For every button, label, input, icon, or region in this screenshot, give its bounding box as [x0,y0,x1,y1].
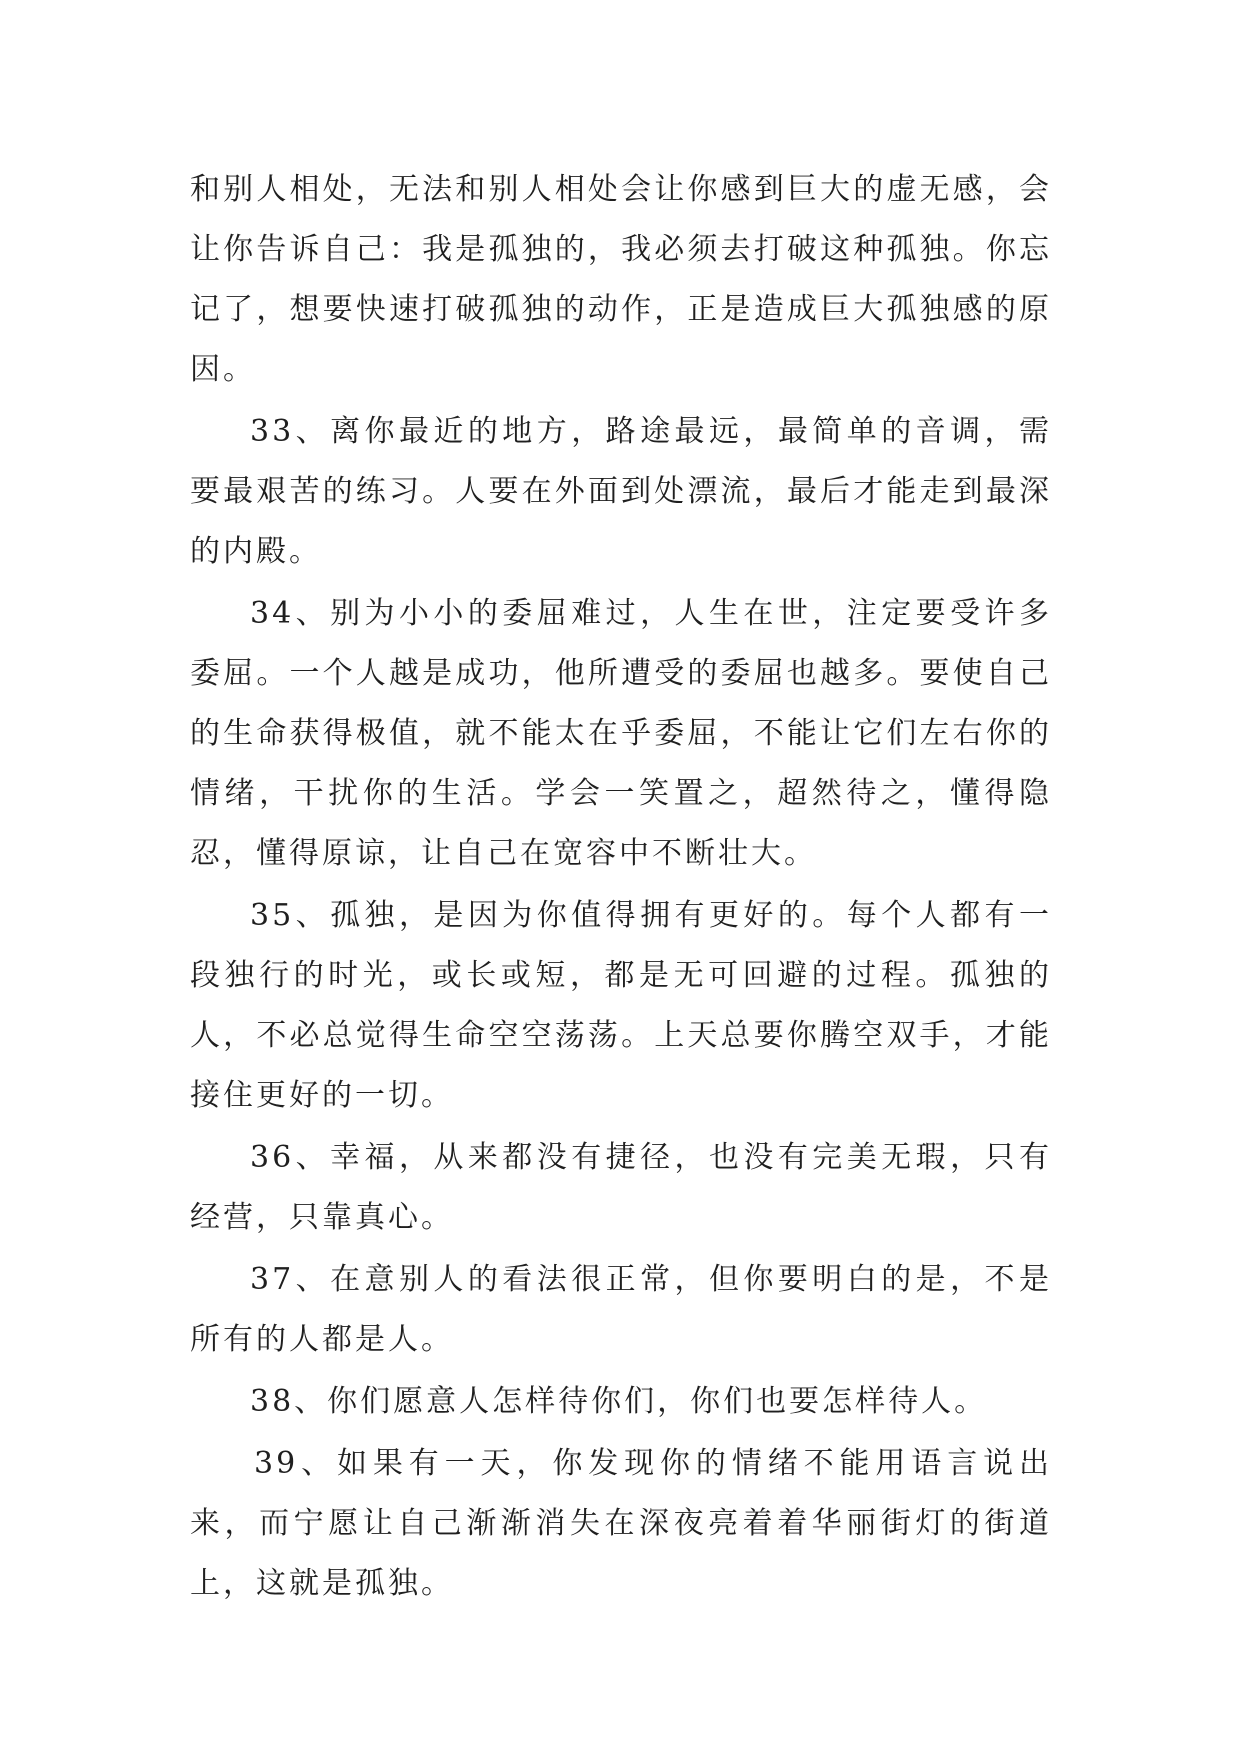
paragraph-33: 33、离你最近的地方，路途最远，最简单的音调，需要最艰苦的练习。人要在外面到处漂流，最后才能走到最深的内殿。 [190,414,1052,569]
paragraph-34: 34、别为小小的委屈难过，人生在世，注定要受许多委屈。一个人越是成功，他所遭受的委屈也越多。要使自己的生命获得极值，就不能太在乎委屈，不能让它们左右你的情绪，干扰你的生活。学会一笑置之，超然待之，懂得隐忍，懂得原谅，让自己在宽容中不断壮大。 [190,596,1052,871]
paragraph-37: 37、在意别人的看法很正常，但你要明白的是，不是所有的人都是人。 [190,1262,1052,1357]
paragraph-39: 39、如果有一天，你发现你的情绪不能用语言说出来，而宁愿让自己渐渐消失在深夜亮着着华丽街灯的街道上，这就是孤独。 [190,1446,1052,1601]
paragraph-continuation: 和别人相处，无法和别人相处会让你感到巨大的虚无感，会让你告诉自己：我是孤独的，我必须去打破这种孤独。你忘记了，想要快速打破孤独的动作，正是造成巨大孤独感的原因。 [190,172,1052,387]
paragraph-36: 36、幸福，从来都没有捷径，也没有完美无瑕，只有经营，只靠真心。 [190,1140,1052,1235]
document-body [190,160,1052,1616]
paragraph-35: 35、孤独，是因为你值得拥有更好的。每个人都有一段独行的时光，或长或短，都是无可回避的过程。孤独的人，不必总觉得生命空空荡荡。上天总要你腾空双手，才能接住更好的一切。 [190,898,1052,1113]
paragraph-38: 38、你们愿意人怎样待你们，你们也要怎样待人。 [250,1384,988,1419]
